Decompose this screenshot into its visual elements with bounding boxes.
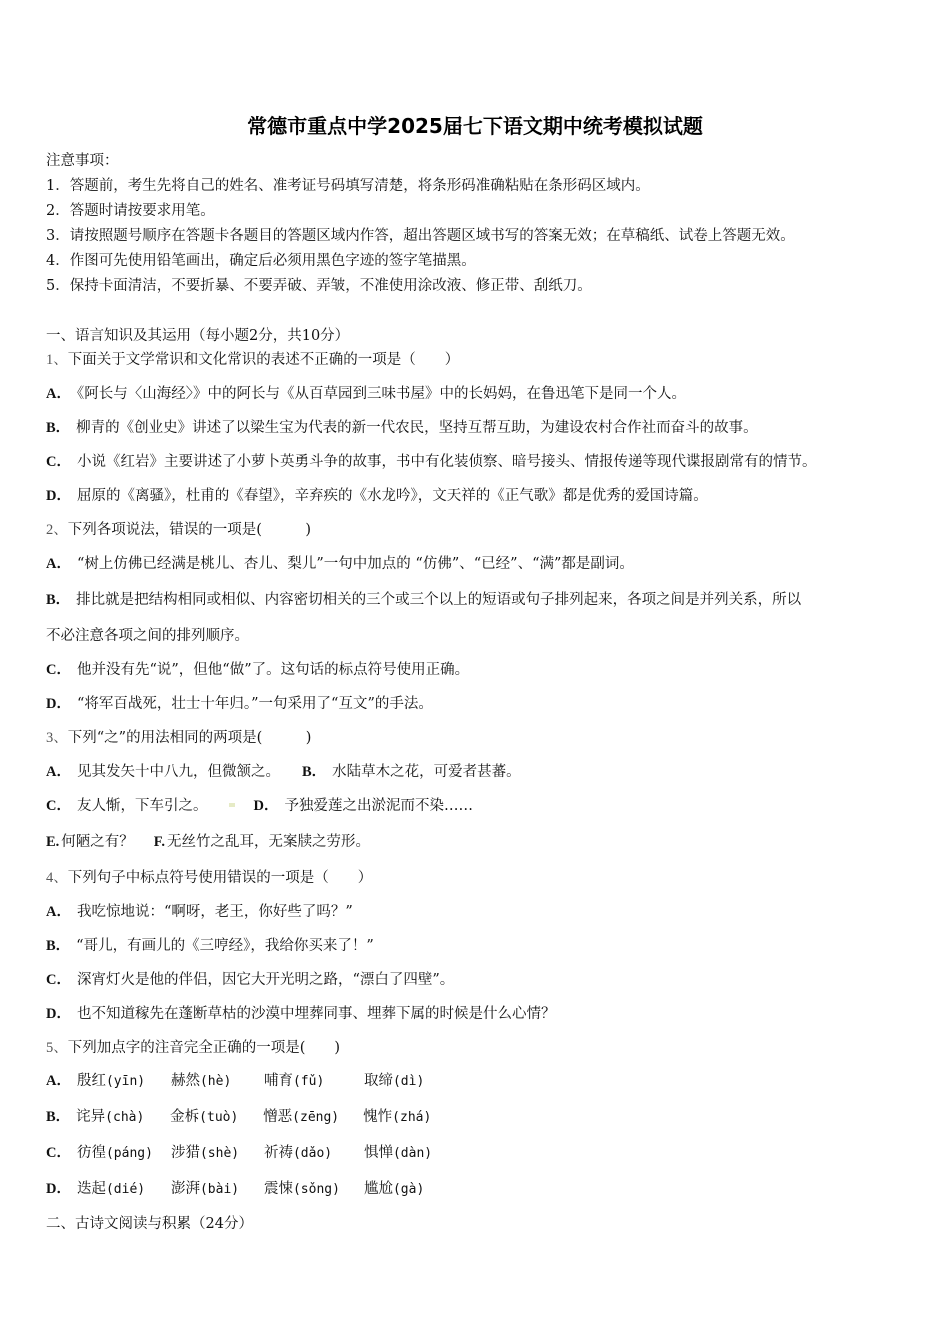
- pinyin-item: [170, 1107, 263, 1128]
- option-text: 深宵灯火是他的伴侣，因它大开光明之路，“漂白了四壁”。: [76, 972, 455, 988]
- option-letter: C．: [46, 454, 71, 470]
- notice-item: 5．保持卡面清洁，不要折暴、不要弄破、弄皱，不准使用涂改液、修正带、刮纸刀。: [46, 278, 592, 294]
- option: [46, 418, 758, 438]
- option-letter: A．: [46, 904, 71, 920]
- pinyin: (dì): [392, 1074, 425, 1089]
- question-stem: [46, 868, 372, 888]
- option-row: [46, 796, 473, 816]
- option-text: 他并没有先“说”，但他“做”了。这句话的标点符号使用正确。: [76, 662, 470, 678]
- section-heading: 一、语言知识及其运用（每小题2分，共10分）: [46, 328, 350, 344]
- option: [253, 796, 472, 816]
- pinyin-option: [46, 1143, 464, 1164]
- option-text: 柳青的《创业史》讲述了以梁生宝为代表的新一代农民，坚持互帮互助，为建设农村合作社而奋斗的故事。: [76, 420, 758, 436]
- pinyin-item: [171, 1071, 264, 1092]
- option-letter: F.: [153, 834, 165, 850]
- option-letter: A．: [46, 556, 71, 572]
- pinyin-item: [263, 1107, 363, 1128]
- option-letter: B．: [46, 1109, 71, 1125]
- option: [46, 452, 816, 472]
- word: 诧异: [76, 1109, 106, 1125]
- option-letter: C．: [46, 662, 71, 678]
- option-text: 小说《红岩》主要讲述了小萝卜英勇斗争的故事，书中有化装侦察、暗号接头、情报传递等现代谍报剧常有的情节。: [76, 454, 817, 470]
- option: [46, 970, 454, 990]
- option-text: “将军百战死，壮士十年归。”一句采用了“互文”的手法。: [76, 696, 433, 712]
- option-letter: B．: [46, 592, 71, 608]
- option-text: 何陋之有？: [61, 834, 134, 850]
- option-text: 《阿长与〈山海经〉》中的阿长与《从百草园到三味书屋》中的长妈妈，在鲁迅笔下是同一个人。: [76, 386, 686, 402]
- question-stem: [46, 350, 459, 370]
- word: 彷徨: [76, 1145, 106, 1161]
- pinyin-item: [364, 1143, 464, 1164]
- pinyin: (zhá): [392, 1110, 432, 1125]
- word: 祈祷: [263, 1145, 293, 1161]
- word: 赫然: [170, 1073, 200, 1089]
- pinyin: (dàn): [392, 1146, 433, 1161]
- pinyin-option: [46, 1071, 464, 1092]
- pinyin: (sǒng): [292, 1182, 340, 1197]
- pinyin: (chà): [105, 1110, 145, 1125]
- option: [46, 832, 134, 852]
- option: [302, 762, 521, 782]
- pinyin: (fǔ): [292, 1074, 325, 1089]
- pinyin-item: [77, 1179, 171, 1200]
- word: 哺育: [263, 1073, 293, 1089]
- option-letter: A．: [46, 386, 71, 402]
- option-letter: D．: [46, 696, 71, 712]
- pinyin: (tuò): [199, 1110, 239, 1125]
- option-letter: D．: [46, 1181, 71, 1197]
- option-letter: D．: [46, 488, 71, 504]
- word: 金柝: [170, 1109, 200, 1125]
- option: [46, 660, 469, 680]
- pinyin: (dié): [105, 1182, 146, 1197]
- option: [46, 796, 207, 816]
- page-title: 常德市重点中学2025届七下语文期中统考模拟试题: [247, 114, 703, 138]
- pinyin-item: [264, 1143, 364, 1164]
- section-heading: 二、古诗文阅读与积累（24分）: [46, 1216, 253, 1232]
- notice-item: 3．请按照题号顺序在答题卡各题目的答题区域内作答，超出答题区域书写的答案无效；在草稿纸、试卷上答题无效。: [46, 228, 795, 244]
- word: 取缔: [363, 1073, 393, 1089]
- question-text: 下列加点字的注音完全正确的一项是( ): [67, 1040, 341, 1056]
- pinyin-item: [171, 1179, 264, 1200]
- question-text: 下面关于文学常识和文化常识的表述不正确的一项是（ ）: [67, 352, 460, 368]
- option: [46, 384, 686, 404]
- word: 迭起: [76, 1181, 106, 1197]
- option: [46, 936, 374, 956]
- option: [46, 902, 353, 922]
- word: 尴尬: [363, 1181, 393, 1197]
- option-letter: C．: [46, 1145, 71, 1161]
- word: 惧惮: [363, 1145, 393, 1161]
- option-text: 我吃惊地说：“啊呀，老王，你好些了吗？”: [76, 904, 353, 920]
- pinyin: (bài): [199, 1182, 240, 1197]
- option: [46, 762, 280, 782]
- option-continuation: 不必注意各项之间的排列顺序。: [46, 628, 249, 644]
- pinyin: (páng): [105, 1146, 153, 1161]
- pinyin-item: [171, 1143, 264, 1164]
- question-stem: [46, 520, 311, 540]
- option-text: 予独爱莲之出淤泥而不染……: [284, 798, 473, 814]
- question-number: 1、: [46, 352, 68, 368]
- pinyin-option: [46, 1107, 463, 1128]
- pinyin-item: [264, 1071, 364, 1092]
- option: [46, 486, 708, 506]
- notice-item: 2．答题时请按要求用笔。: [46, 203, 215, 219]
- option: [46, 1004, 555, 1024]
- pinyin: (zēng): [292, 1110, 340, 1125]
- pinyin: (dǎo): [292, 1146, 333, 1161]
- pinyin-item: [76, 1107, 170, 1128]
- question-number: 3、: [46, 730, 68, 746]
- option-text: “树上仿佛已经满是桃儿、杏儿、梨儿”一句中加点的 “仿佛”、“已经”、“满”都是副词。: [76, 556, 634, 572]
- notice-item: 1．答题前，考生先将自己的姓名、准考证号码填写清楚，将条形码准确粘贴在条形码区域内。: [46, 178, 650, 194]
- option-row: [46, 832, 370, 852]
- option-letter: A．: [46, 764, 71, 780]
- option-text: 友人惭，下车引之。: [76, 798, 208, 814]
- option: [46, 590, 801, 610]
- question-text: 下列句子中标点符号使用错误的一项是（ ）: [67, 870, 373, 886]
- pinyin-item: [77, 1071, 171, 1092]
- pinyin-item: [77, 1143, 171, 1164]
- pinyin-option: [46, 1179, 464, 1200]
- option-letter: B．: [46, 938, 71, 954]
- option-row: [46, 762, 521, 782]
- word: 殷红: [76, 1073, 106, 1089]
- pinyin: (yīn): [105, 1074, 146, 1089]
- option-text: 排比就是把结构相同或相似、内容密切相关的三个或三个以上的短语或句子排列起来，各项之间是并列关系，所以: [76, 592, 802, 608]
- option-text: 也不知道稼先在蓬断草枯的沙漠中埋葬同事、埋葬下属的时候是什么心情？: [76, 1006, 556, 1022]
- pinyin-item: [363, 1107, 463, 1128]
- word: 澎湃: [170, 1181, 200, 1197]
- option-letter: C．: [46, 972, 71, 988]
- option: [154, 832, 370, 852]
- word: 憎恶: [263, 1109, 293, 1125]
- question-number: 2、: [46, 522, 68, 538]
- pinyin: (hè): [199, 1074, 232, 1089]
- scan-artifact: [229, 803, 235, 807]
- option-text: 见其发矢十中八九，但微颔之。: [76, 764, 280, 780]
- option-text: 屈原的《离骚》，杜甫的《春望》，辛弃疾的《水龙吟》，文天祥的《正气歌》都是优秀的爱国诗篇。: [76, 488, 708, 504]
- option-text: “哥儿，有画儿的《三哼经》，我给你买来了！”: [76, 938, 374, 954]
- pinyin: (gà): [392, 1182, 425, 1197]
- option-letter: C．: [46, 798, 71, 814]
- option-letter: E.: [46, 834, 60, 850]
- question-stem: [46, 1038, 340, 1058]
- pinyin: (shè): [199, 1146, 240, 1161]
- notice-item: 4．作图可先使用铅笔画出，确定后必须用黑色字迹的签字笔描黑。: [46, 253, 476, 269]
- word: 涉猎: [170, 1145, 200, 1161]
- option-letter: B．: [301, 764, 327, 780]
- option-letter: D．: [46, 1006, 71, 1022]
- option-letter: A．: [46, 1073, 71, 1089]
- option-text: 无丝竹之乱耳，无案牍之劳形。: [166, 834, 370, 850]
- question-number: 5、: [46, 1040, 68, 1056]
- option-text: 水陆草木之花，可爱者甚蕃。: [332, 764, 521, 780]
- question-number: 4、: [46, 870, 68, 886]
- option: [46, 694, 433, 714]
- pinyin-item: [264, 1179, 364, 1200]
- pinyin-item: [364, 1179, 464, 1200]
- question-stem: [46, 728, 311, 748]
- option-letter: D．: [253, 798, 279, 814]
- question-text: 下列各项说法，错误的一项是( ): [67, 522, 312, 538]
- question-text: 下列“之”的用法相同的两项是( ): [67, 730, 312, 746]
- word: 愧怍: [363, 1109, 393, 1125]
- notice-heading: 注意事项：: [46, 153, 119, 169]
- option: [46, 554, 634, 574]
- pinyin-item: [364, 1071, 464, 1092]
- word: 震悚: [263, 1181, 293, 1197]
- option-letter: B．: [46, 420, 71, 436]
